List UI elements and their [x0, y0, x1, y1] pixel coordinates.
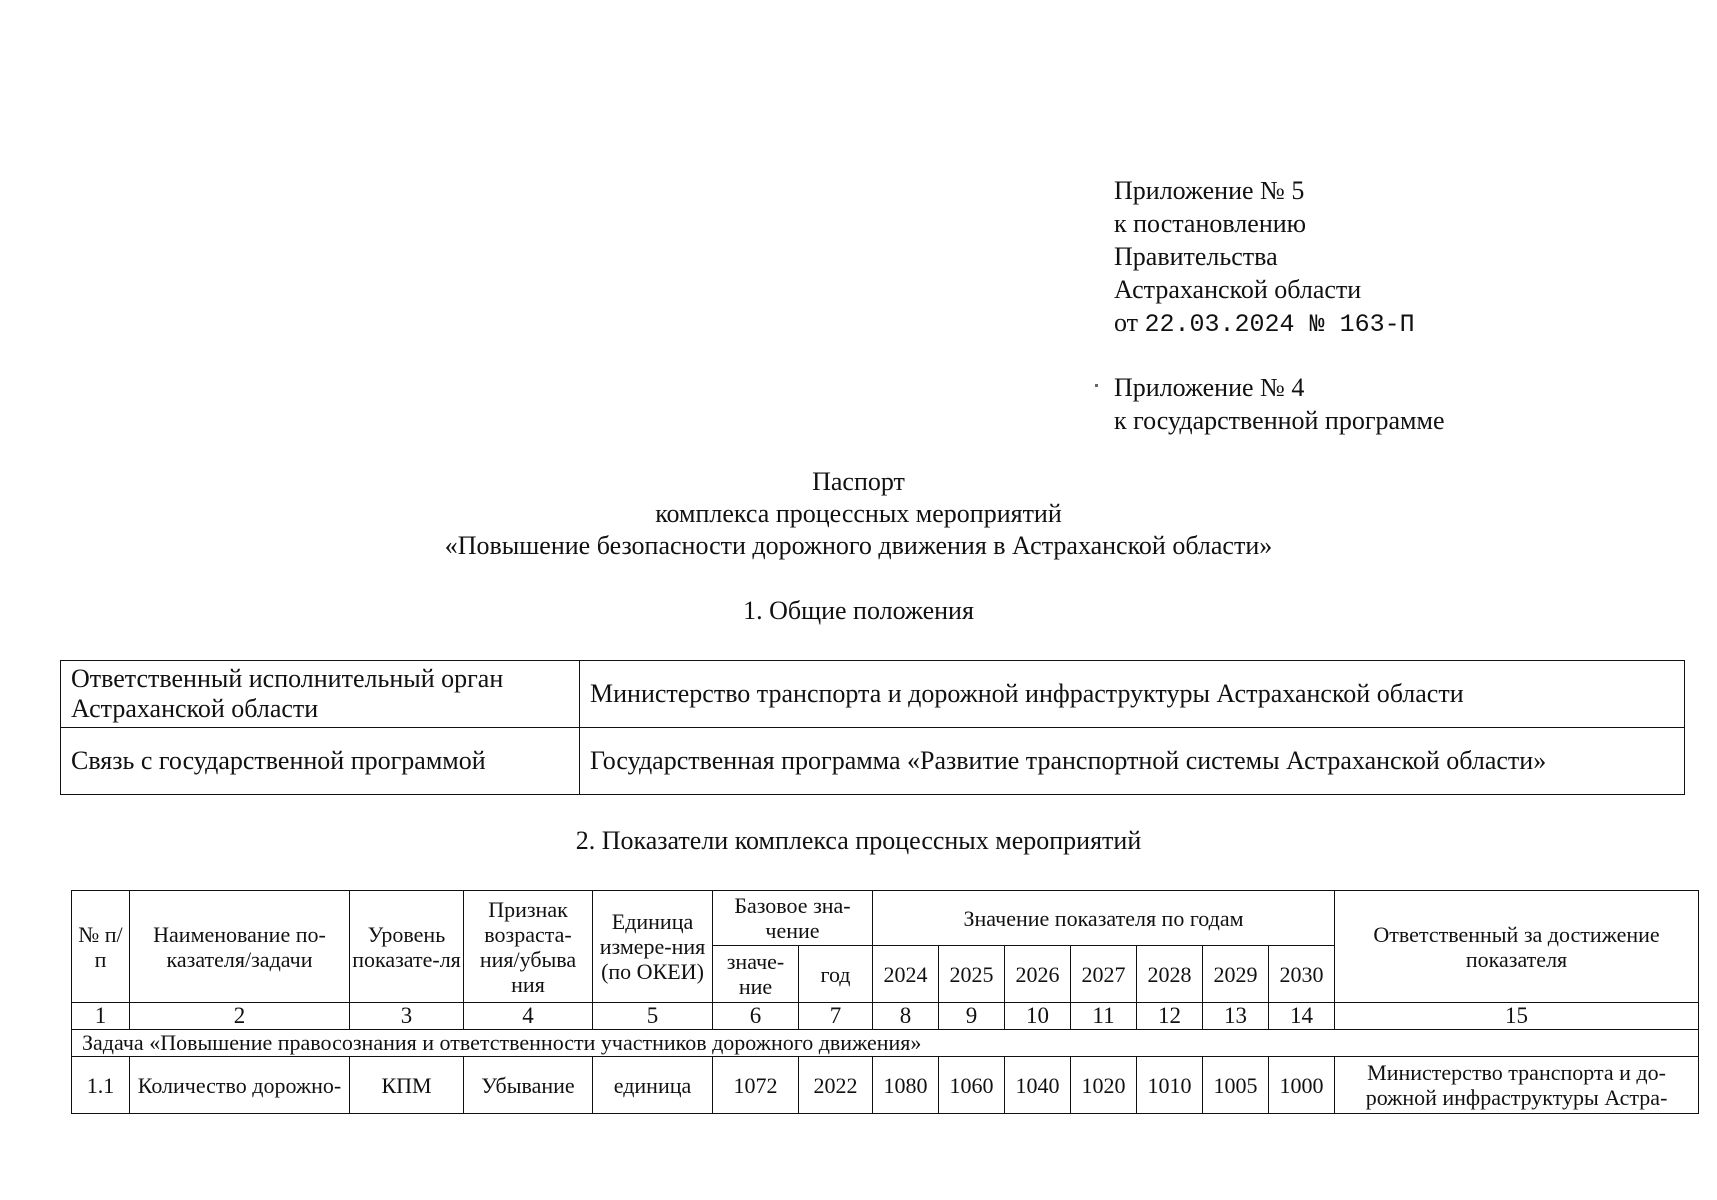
row-value-2027: 1020	[1071, 1057, 1137, 1114]
attachment-5-line: Правительства	[1114, 242, 1278, 271]
title-line: «Повышение безопасности дорожного движения в Астраханской области»	[444, 531, 1273, 560]
row-base-year: 2022	[799, 1057, 873, 1114]
attachment-4-line: к государственной программе	[1114, 406, 1445, 435]
column-number: 11	[1071, 1003, 1137, 1030]
row-value: Министерство транспорта и дорожной инфраструктуры Астраханской области	[580, 661, 1685, 728]
table-row	[72, 1057, 1699, 1114]
section-1-heading: 1. Общие положения	[743, 596, 974, 625]
row-value-2025: 1060	[939, 1057, 1005, 1114]
header-year: 2028	[1137, 946, 1203, 1003]
row-responsible	[1335, 1057, 1699, 1114]
attachment-5-line: Астраханской области	[1114, 275, 1362, 304]
header-year: 2026	[1005, 946, 1071, 1003]
header-name: Наименование по-казателя/задачи	[130, 891, 350, 1003]
attachment-5-line: Приложение № 5	[1114, 176, 1305, 205]
header-year: 2024	[873, 946, 939, 1003]
row-value-2026: 1040	[1005, 1057, 1071, 1114]
row-value-2029: 1005	[1203, 1057, 1269, 1114]
title-line: комплекса процессных мероприятий	[655, 499, 1062, 528]
header-unit: Единица измере-ния (по ОКЕИ)	[593, 891, 713, 1003]
column-number: 2	[130, 1003, 350, 1030]
attachment-4-line: Приложение № 4	[1114, 373, 1305, 402]
row-level: КПМ	[350, 1057, 464, 1114]
task-row	[72, 1030, 1699, 1057]
column-number: 1	[72, 1003, 130, 1030]
header-year: 2027	[1071, 946, 1137, 1003]
header-level: Уровень показате-ля	[350, 891, 464, 1003]
attachment-5-block	[1114, 174, 1415, 341]
document-title	[0, 466, 1717, 562]
row-value-2024: 1080	[873, 1057, 939, 1114]
column-number: 14	[1269, 1003, 1335, 1030]
column-number: 13	[1203, 1003, 1269, 1030]
task-title: Задача «Повышение правосознания и ответственности участников дорожного движения»	[72, 1030, 1699, 1057]
scan-dot	[1095, 384, 1098, 387]
header-sign: Признак возраста-ния/убыва ния	[464, 891, 593, 1003]
attachment-4-block	[1114, 371, 1445, 437]
row-value-2030: 1000	[1269, 1057, 1335, 1114]
header-responsible: Ответственный за достижение показателя	[1335, 891, 1699, 1003]
row-unit: единица	[593, 1057, 713, 1114]
header-base-year: год	[799, 946, 873, 1003]
column-number: 7	[799, 1003, 873, 1030]
table-row	[61, 728, 1685, 795]
header-values-by-year: Значение показателя по годам	[873, 891, 1335, 946]
column-number: 15	[1335, 1003, 1699, 1030]
attachment-5-date-line	[1114, 306, 1415, 341]
column-number: 12	[1137, 1003, 1203, 1030]
row-num: 1.1	[72, 1057, 130, 1114]
header-num: № п/п	[72, 891, 130, 1003]
table-row	[61, 661, 1685, 728]
date-prefix: от	[1114, 308, 1139, 337]
column-number: 6	[713, 1003, 799, 1030]
decree-date-number: 22.03.2024 № 163-П	[1144, 310, 1415, 339]
header-year: 2025	[939, 946, 1005, 1003]
row-value-2028: 1010	[1137, 1057, 1203, 1114]
column-number: 8	[873, 1003, 939, 1030]
general-provisions-table	[60, 660, 1685, 795]
row-value: Государственная программа «Развитие транспортной системы Астраханской области»	[580, 728, 1685, 795]
header-base: Базовое зна-чение	[713, 891, 873, 946]
indicators-table	[71, 890, 1699, 1114]
attachment-5-line: к постановлению	[1114, 209, 1307, 238]
title-line: Паспорт	[812, 467, 905, 496]
header-year: 2030	[1269, 946, 1335, 1003]
section-2-heading: 2. Показатели комплекса процессных мероприятий	[575, 826, 1142, 855]
header-base-value: значе-ние	[713, 946, 799, 1003]
column-number: 10	[1005, 1003, 1071, 1030]
row-responsible-text: Министерство транспорта и до-рожной инфраструктуры Астра-	[1365, 1060, 1668, 1110]
column-number-row	[72, 1003, 1699, 1030]
column-number: 9	[939, 1003, 1005, 1030]
column-number: 5	[593, 1003, 713, 1030]
header-year: 2029	[1203, 946, 1269, 1003]
row-name-text: Количество дорожно-	[137, 1072, 342, 1098]
row-label: Связь с государственной программой	[61, 728, 580, 795]
header-row	[72, 891, 1699, 946]
column-number: 3	[350, 1003, 464, 1030]
row-label: Ответственный исполнительный орган Астраханской области	[61, 661, 580, 728]
row-base-value: 1072	[713, 1057, 799, 1114]
row-name	[130, 1057, 350, 1114]
row-sign: Убывание	[464, 1057, 593, 1114]
column-number: 4	[464, 1003, 593, 1030]
